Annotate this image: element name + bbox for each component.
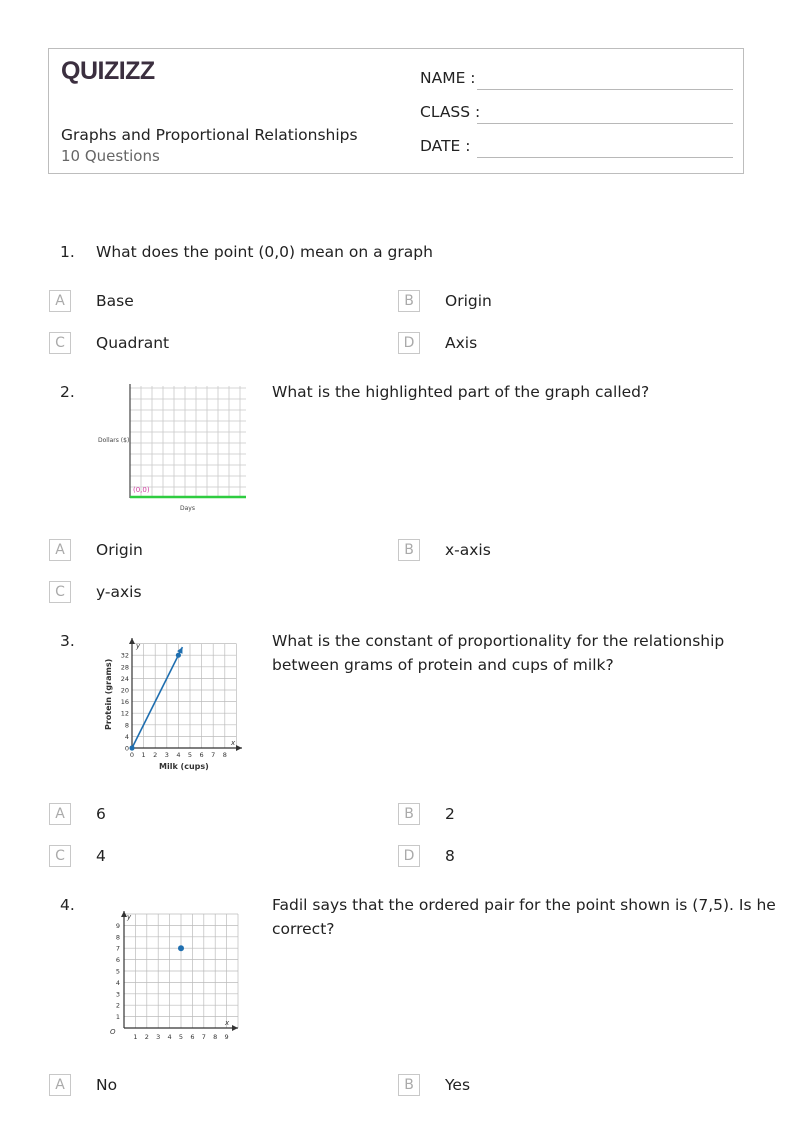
q3-option-d-text[interactable]: 8 [445,847,455,865]
q3-y-var: y [136,642,141,650]
question-3-graph [100,634,250,776]
q4-y-tick: 6 [115,956,120,965]
quizizz-logo: QUIZIZZ [61,57,155,85]
question-count: 10 Questions [61,147,160,165]
q4-x-tick-labels [133,1033,228,1041]
worksheet-header [48,48,744,174]
q4-x-tick: 4 [167,1033,172,1041]
q4-y-tick: 2 [115,1001,120,1010]
question-1-number: 1. [60,243,75,261]
q1-option-d-letter[interactable]: D [398,332,420,354]
q3-y-tick: 4 [124,732,129,741]
question-2-number: 2. [60,383,75,401]
q2-option-a-text[interactable]: Origin [96,541,143,559]
q3-x-tick: 4 [176,751,181,759]
q4-x-tick: 7 [201,1033,206,1041]
name-line[interactable] [477,89,733,90]
q3-origin-point [129,745,134,750]
q1-option-a-letter[interactable]: A [49,290,71,312]
q2-origin-label: (0,0) [133,486,150,494]
q1-option-d-text[interactable]: Axis [445,334,478,352]
q3-ylabel: Protein (grams) [104,658,113,730]
question-1-text: What does the point (0,0) mean on a graph [96,243,433,261]
q4-y-tick-labels [116,922,120,1021]
q3-option-c-letter[interactable]: C [49,845,71,867]
q4-x-tick: 9 [224,1033,229,1041]
date-label: DATE : [420,137,471,155]
q2-option-b-text[interactable]: x-axis [445,541,491,559]
class-label: CLASS : [420,103,481,121]
q4-option-a-letter[interactable]: A [49,1074,71,1096]
q3-x-arrow [236,745,242,751]
q4-option-a-text[interactable]: No [96,1076,118,1094]
q3-option-a-letter[interactable]: A [49,803,71,825]
q4-data-point [178,945,184,951]
q3-x-tick: 8 [222,751,227,759]
q3-data-point [176,653,181,658]
q3-y-tick: 20 [120,686,129,695]
q3-x-tick: 2 [153,751,158,759]
q3-x-tick-labels [130,751,227,759]
q3-grid [132,644,236,748]
q3-y-tick: 8 [124,721,129,730]
q4-y-tick: 3 [115,990,120,999]
q2-option-c-letter[interactable]: C [49,581,71,603]
name-label: NAME : [420,69,476,87]
q3-option-a-text[interactable]: 6 [96,805,106,823]
q3-x-var: x [231,739,236,747]
q3-y-tick: 16 [120,698,129,707]
q4-x-tick: 3 [156,1033,161,1041]
q4-y-tick: 4 [115,978,120,987]
q3-y-tick: 28 [120,663,129,672]
question-2-graph [96,380,252,515]
q4-y-tick: 7 [115,944,120,953]
class-line[interactable] [477,123,733,124]
q1-option-a-text[interactable]: Base [96,292,134,310]
question-4-text-line-2: correct? [272,920,335,938]
q4-y-tick: 9 [115,921,120,930]
q3-xlabel: Milk (cups) [159,762,209,771]
q3-x-tick: 6 [199,751,204,759]
question-3-text-line-2: between grams of protein and cups of milk? [272,656,614,674]
q3-x-tick: 1 [141,751,146,759]
q3-x-tick: 0 [129,751,135,759]
q4-x-var: x [225,1019,230,1027]
q3-x-tick: 5 [187,751,193,759]
q3-y-tick-labels [121,652,129,753]
q2-xlabel: Days [180,505,195,512]
q4-option-b-letter[interactable]: B [398,1074,420,1096]
q3-x-tick: 7 [211,751,216,759]
q3-option-b-text[interactable]: 2 [445,805,455,823]
question-3-text-line-1: What is the constant of proportionality for the relationship [272,632,725,650]
q4-x-tick: 6 [190,1033,195,1041]
q4-option-b-text[interactable]: Yes [445,1076,471,1094]
q2-option-a-letter[interactable]: A [49,539,71,561]
q4-y-var: y [127,913,132,921]
q2-grid [130,386,246,498]
q3-y-arrow [129,638,135,644]
q3-option-c-text[interactable]: 4 [96,847,106,865]
q2-option-c-text[interactable]: y-axis [96,583,142,601]
q2-ylabel: Dollars ($) [98,437,130,444]
q1-option-b-letter[interactable]: B [398,290,420,312]
question-2-text: What is the highlighted part of the graph called? [272,383,650,401]
q2-option-b-letter[interactable]: B [398,539,420,561]
question-4-text-line-1: Fadil says that the ordered pair for the point shown is (7,5). Is he [272,896,776,914]
q4-x-tick: 5 [178,1033,184,1041]
q1-option-b-text[interactable]: Origin [445,292,492,310]
q4-y-tick: 8 [115,933,120,942]
q4-y-tick: 5 [115,967,120,976]
q4-grid [124,914,238,1028]
q4-x-tick: 1 [133,1033,138,1041]
question-4-graph [104,908,244,1048]
q4-y-tick: 1 [115,1013,120,1022]
q4-x-tick: 8 [213,1033,218,1041]
q3-proportional-line [132,647,182,748]
q1-option-c-text[interactable]: Quadrant [96,334,170,352]
q3-option-d-letter[interactable]: D [398,845,420,867]
q3-y-tick: 32 [120,651,129,660]
q3-x-tick: 3 [164,751,169,759]
worksheet-title: Graphs and Proportional Relationships [61,126,358,144]
question-4-number: 4. [60,896,75,914]
question-3-number: 3. [60,632,75,650]
q3-y-tick: 24 [120,674,129,683]
q4-origin-label: O [110,1028,116,1036]
date-line[interactable] [477,157,733,158]
q4-x-arrow [232,1025,238,1031]
q4-x-tick: 2 [144,1033,149,1041]
q3-option-b-letter[interactable]: B [398,803,420,825]
q3-y-tick: 0 [124,744,129,753]
q1-option-c-letter[interactable]: C [49,332,71,354]
q3-y-tick: 12 [120,709,129,718]
